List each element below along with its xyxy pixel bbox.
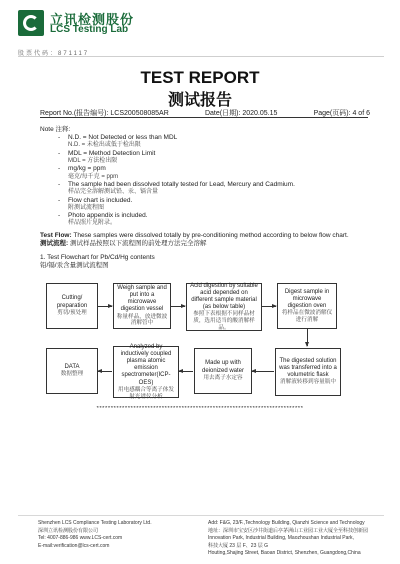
note-text-cn: 毫克/每千克 = ppm	[68, 173, 119, 180]
report-title-en: TEST REPORT	[140, 68, 260, 87]
flow-step-text-cn: 参照下表根据不同样品材质，选用适当的酸消解样品。	[193, 311, 255, 331]
flow-step-icp-analysis	[113, 343, 179, 400]
note-text-cn: 样品照片见附录。	[68, 220, 117, 227]
flow-step-text-cn: 用电感耦合等离子体发射光谱仪分析	[118, 386, 174, 400]
note-text-cn: 附测试流程图	[68, 204, 105, 211]
footer-company-cn: 深圳立讯检测股份有限公司	[38, 527, 99, 534]
stock-code: 股票代码：871117	[18, 51, 90, 57]
note-text-en: mg/kg = ppm	[68, 165, 106, 173]
flow-arrow	[252, 371, 274, 372]
footer-address-line: Add: F&G, 23/F.,Technology Building, Qianzhi Science and Technology	[208, 520, 365, 526]
flow-step-text-cn: 剪切/预处理	[57, 309, 87, 316]
flow-step-text-cn: 将样品在微波消解仪进行消解	[281, 310, 333, 323]
footer-address-line: 地址：深圳市宝安区沙井街道后亭茅洲山工业园工业大厦全至科技创新园	[208, 527, 369, 534]
letterhead	[18, 8, 388, 56]
flow-arrow	[98, 371, 112, 372]
flow-step-acid-digestion	[186, 283, 262, 331]
flow-step-volumetric-flask	[275, 348, 341, 396]
flow-step-deionized-water	[194, 348, 252, 394]
note-text-en: Photo appendix is included.	[68, 212, 148, 220]
note-text-en: Flow chart is included.	[68, 196, 133, 204]
flow-step-text-en: Acid digestion by suitable acid depended on different sample material (as below table)	[190, 282, 258, 311]
flow-arrow	[171, 306, 185, 307]
flow-arrow	[179, 371, 193, 372]
flow-arrow-down	[307, 329, 308, 346]
test-flow-text-cn: 测试样品按照以下流程图的前处理方法完全溶解	[69, 240, 207, 248]
note-text-cn: 样品完全溶解测试铅、汞、镉含量	[68, 189, 159, 196]
flow-step-text-en: DATA	[64, 364, 80, 371]
flow-step-text-cn: 称量样品，放进微波消解管中	[116, 313, 168, 327]
test-flow-text: These samples were dissolved totally by pre-conditioning method according to below flow chart.	[73, 232, 349, 239]
flow-step-digest-oven	[277, 283, 337, 329]
company-logo	[18, 10, 44, 36]
footer-address-line: Houting,Shajing Street, Baoan District, Shenzhen, Guangdong,China	[208, 550, 361, 556]
footer-email: E-mail:verification@lcs-cert.com	[38, 542, 110, 549]
note-item: - The sample had been dissolved totally tested for Lead, Mercury and Cadmium. 样品完全溶解测试铅、汞、镉含量	[58, 181, 370, 197]
test-flow-section	[40, 232, 370, 249]
flow-step-text-en: Digest sample in microwave digestion oven	[284, 288, 330, 309]
flow-step-text-cn: 消解液转移到容量瓶中	[280, 379, 336, 386]
notes-section	[40, 126, 370, 228]
note-item: - Photo appendix is included. 样品照片见附录。	[58, 212, 370, 228]
footer-address-line: Innovation Park, Industrial Building, Maozhoushan Industrial Park,	[208, 535, 354, 541]
flow-step-data	[46, 348, 98, 394]
footer-contact	[38, 520, 152, 550]
note-item: - mg/kg = ppm 毫克/每千克 = ppm	[58, 165, 370, 181]
page-number: Page(页码): 4 of 6	[313, 110, 370, 117]
note-text-en: MDL = Method Detection Limit	[68, 149, 156, 157]
flow-step-weigh	[113, 283, 171, 329]
footer-divider	[18, 515, 384, 516]
flow-arrow	[262, 306, 276, 307]
report-number: Report No.(报告编号): LCS200508085AR	[40, 110, 169, 117]
flow-step-text-en: Weigh sample and put into a microwave digestion vessel	[117, 284, 167, 313]
flow-step-text-en: Cutting/ preparation	[56, 295, 88, 309]
header-divider	[18, 56, 384, 57]
flowchart-heading	[40, 254, 370, 271]
test-flow-label: Test Flow:	[40, 232, 72, 239]
note-text-en: N.D. = Not Detected or less than MDL	[68, 134, 178, 142]
note-item: - Flow chart is included. 附测试流程图	[58, 197, 370, 213]
note-text-cn: N.D. = 未检出或低于检出限	[68, 142, 141, 149]
company-name-cn: 立讯检测股份	[50, 12, 135, 27]
flow-step-text-en: Made up with deionized water	[201, 360, 245, 374]
flow-arrow	[98, 306, 112, 307]
report-title-cn: 测试报告	[167, 92, 232, 109]
flow-step-text-en: Analyzed by inductively coupled plasma atomic emission spectrometer(ICP-OES)	[120, 343, 172, 386]
flow-step-cutting	[46, 283, 98, 329]
company-name-en: LCS Testing Lab	[50, 24, 129, 35]
flowchart-title-cn: 铅/镉/汞含量测试流程图	[40, 262, 109, 270]
note-item: - N.D. = Not Detected or less than MDL N.D. = 未检出或低于检出限	[58, 134, 370, 150]
flow-step-text-cn: 用去离子水定容	[203, 374, 243, 381]
footer-address	[208, 520, 388, 558]
test-flow-label-cn: 测试流程:	[40, 240, 69, 248]
meta-divider	[40, 117, 368, 118]
footer-company-en: Shenzhen LCS Compliance Testing Laboratory Ltd.	[38, 520, 152, 526]
footer-address-line: 科技大厦 23 层 F、23 层 G	[208, 542, 269, 549]
end-of-section-stars: *************************************************************************	[96, 406, 304, 412]
note-item: - MDL = Method Detection Limit MDL = 方法检出限	[58, 150, 370, 166]
flow-step-text-en: The digested solution was transferred into a volumetric flask	[279, 357, 337, 379]
footer-phone-web: Tel: 4007-886-986 www.LCS-cert.com	[38, 535, 123, 541]
notes-title: Note 注释:	[40, 126, 71, 133]
flowchart-title: 1. Test Flowchart for Pb/Cd/Hg contents	[40, 254, 155, 261]
report-date: Date(日期): 2020.05.15	[204, 110, 278, 117]
notes-list	[40, 134, 370, 228]
note-text-en: The sample had been dissolved totally tested for Lead, Mercury and Cadmium.	[68, 181, 295, 188]
note-text-cn: MDL = 方法检出限	[68, 157, 118, 164]
flow-step-text-cn: 数据整理	[60, 371, 84, 378]
